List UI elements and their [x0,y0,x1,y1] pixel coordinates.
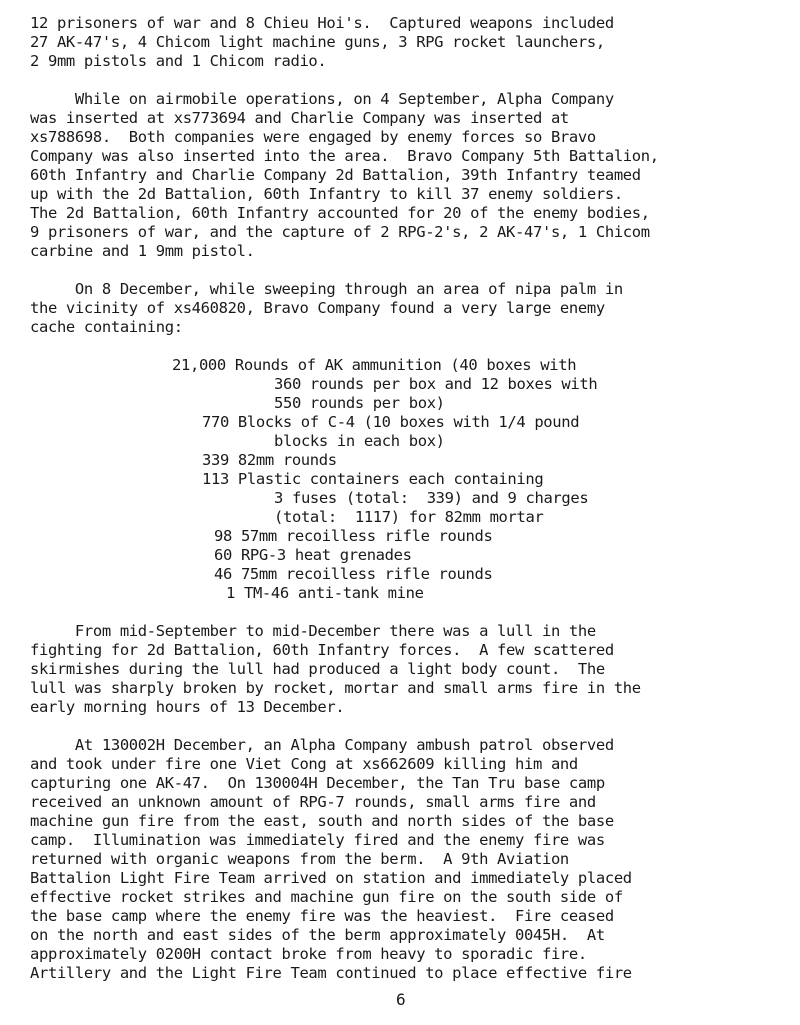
text-line: lull was sharply broken by rocket, mortar and small arms fire in the [30,679,641,697]
text-line: cache containing: [30,318,183,336]
cache-list-item: 770 Blocks of C-4 (10 boxes with 1/4 pound [202,413,580,431]
text-line: early morning hours of 13 December. [30,698,345,716]
cache-list-item: 113 Plastic containers each containing [202,470,544,488]
text-line: on the north and east sides of the berm approximately 0045H. At [30,926,605,944]
text-line: the base camp where the enemy fire was the heaviest. Fire ceased [30,907,614,925]
text-line: 2 9mm pistols and 1 Chicom radio. [30,52,327,70]
page-number: 6 [396,990,406,1009]
cache-list-item: 550 rounds per box) [274,394,445,412]
text-line: returned with organic weapons from the berm. A 9th Aviation [30,850,569,868]
cache-list-item: 1 TM-46 anti-tank mine [226,584,424,602]
cache-list-item: 360 rounds per box and 12 boxes with [274,375,598,393]
text-line: capturing one AK-47. On 130004H December, the Tan Tru base camp [30,774,605,792]
text-line: 27 AK-47's, 4 Chicom light machine guns, 3 RPG rocket launchers, [30,33,605,51]
text-line: approximately 0200H contact broke from heavy to sporadic fire. [30,945,587,963]
text-line: machine gun fire from the east, south and north sides of the base [30,812,614,830]
text-line: At 130002H December, an Alpha Company ambush patrol observed [30,736,614,754]
text-line: On 8 December, while sweeping through an area of nipa palm in [30,280,623,298]
text-line: 12 prisoners of war and 8 Chieu Hoi's. Captured weapons included [30,14,614,32]
text-line: From mid-September to mid-December there was a lull in the [30,622,596,640]
text-line: xs788698. Both companies were engaged by enemy forces so Bravo [30,128,596,146]
text-line: skirmishes during the lull had produced a light body count. The [30,660,605,678]
text-line: carbine and 1 9mm pistol. [30,242,255,260]
cache-list-item: 60 RPG-3 heat grenades [214,546,412,564]
text-line: Battalion Light Fire Team arrived on station and immediately placed [30,869,632,887]
cache-list-item: (total: 1117) for 82mm mortar [274,508,544,526]
text-line: camp. Illumination was immediately fired and the enemy fire was [30,831,605,849]
text-line: 9 prisoners of war, and the capture of 2 RPG-2's, 2 AK-47's, 1 Chicom [30,223,650,241]
cache-list-item: 46 75mm recoilless rifle rounds [214,565,493,583]
text-line: and took under fire one Viet Cong at xs662609 killing him and [30,755,578,773]
text-line: Artillery and the Light Fire Team continued to place effective fire [30,964,632,982]
cache-list-item: 3 fuses (total: 339) and 9 charges [274,489,589,507]
cache-list-item: 98 57mm recoilless rifle rounds [214,527,493,545]
text-line: effective rocket strikes and machine gun fire on the south side of [30,888,623,906]
text-line: fighting for 2d Battalion, 60th Infantry forces. A few scattered [30,641,614,659]
text-line: received an unknown amount of RPG-7 rounds, small arms fire and [30,793,596,811]
text-line: 60th Infantry and Charlie Company 2d Battalion, 39th Infantry teamed [30,166,641,184]
text-line: up with the 2d Battalion, 60th Infantry to kill 37 enemy soldiers. [30,185,623,203]
text-line: the vicinity of xs460820, Bravo Company found a very large enemy [30,299,605,317]
text-line: While on airmobile operations, on 4 September, Alpha Company [30,90,614,108]
cache-list-item: 339 82mm rounds [202,451,337,469]
text-line: Company was also inserted into the area. Bravo Company 5th Battalion, [30,147,659,165]
text-line: was inserted at xs773694 and Charlie Company was inserted at [30,109,569,127]
text-line: The 2d Battalion, 60th Infantry accounted for 20 of the enemy bodies, [30,204,650,222]
cache-list-item: blocks in each box) [274,432,445,450]
cache-list-item: 21,000 Rounds of AK ammunition (40 boxes with [172,356,577,374]
